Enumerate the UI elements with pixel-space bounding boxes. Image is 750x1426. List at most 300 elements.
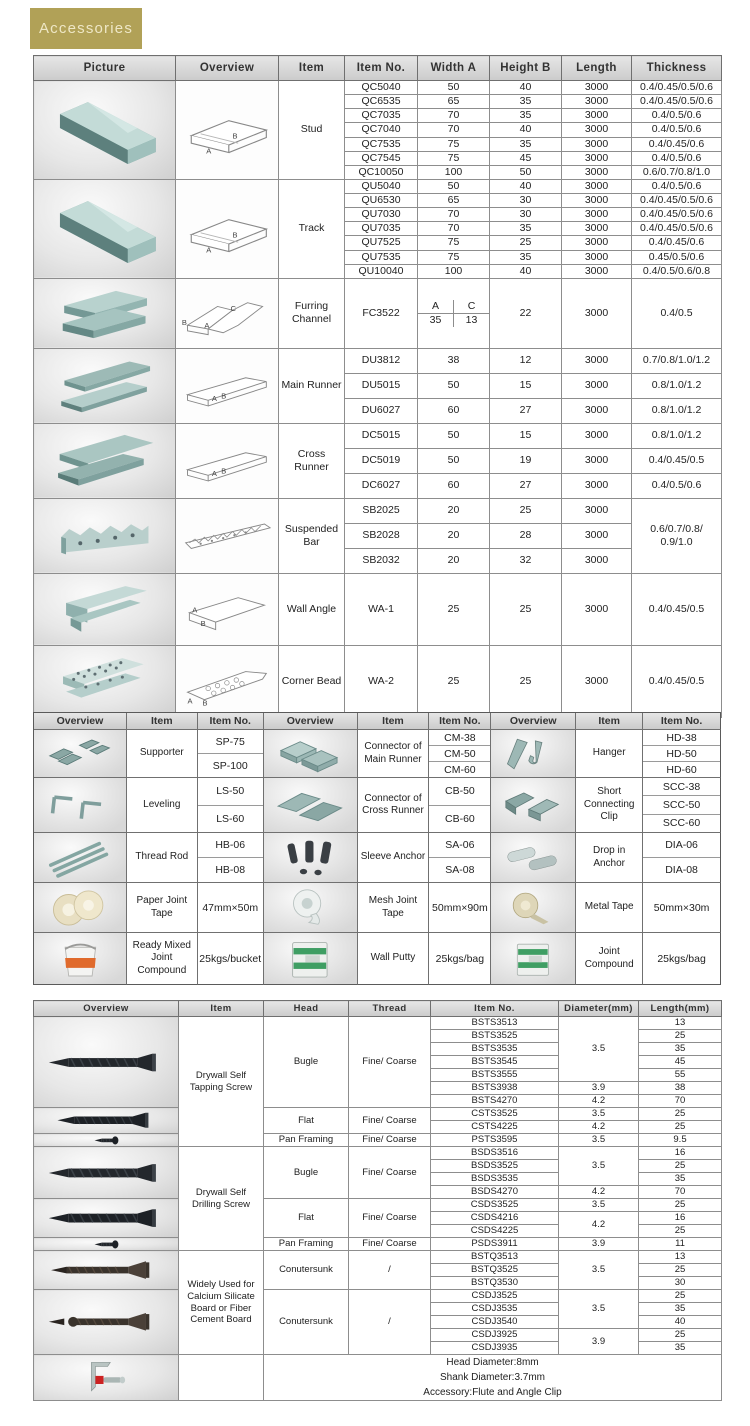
profiles-spec-table bbox=[33, 55, 722, 718]
thickness: 0.4/0.45/0.5/0.6 bbox=[632, 208, 722, 222]
item-no: LS-60 bbox=[216, 812, 245, 825]
thickness: 0.6/0.7/0.8/ 0.9/1.0 bbox=[632, 498, 722, 573]
height-b: 40 bbox=[490, 81, 562, 95]
track-photo bbox=[34, 179, 176, 278]
length: 3000 bbox=[562, 498, 632, 523]
thickness: 0.4/0.5/0.6/0.8 bbox=[632, 264, 722, 278]
length: 9.5 bbox=[639, 1134, 722, 1147]
length: 40 bbox=[639, 1316, 722, 1329]
item-no: 50mm×30m bbox=[653, 901, 710, 914]
svg-text:B: B bbox=[221, 466, 227, 476]
item-name: Stud bbox=[279, 81, 345, 180]
t2-header-cell: Overview bbox=[34, 713, 127, 730]
item-no: DU3812 bbox=[345, 348, 418, 373]
t1-header-cell: Length bbox=[562, 56, 632, 81]
length: 3000 bbox=[562, 348, 632, 373]
item-no: HD-50 bbox=[643, 746, 720, 762]
thickness: 0.45/0.5/0.6 bbox=[632, 250, 722, 264]
main-runner-diagram bbox=[176, 348, 279, 423]
item-name: Connector of Cross Runner bbox=[358, 778, 430, 833]
item-no: BSDS3535 bbox=[431, 1173, 559, 1186]
thread-type: Fine/ Coarse bbox=[349, 1134, 431, 1147]
width-a: 75 bbox=[418, 250, 490, 264]
metal-tape-photo bbox=[491, 883, 576, 933]
item-no: 25kgs/bag bbox=[435, 952, 485, 965]
item-no: BSDS4270 bbox=[431, 1186, 559, 1199]
item-no: DIA-06 bbox=[643, 833, 720, 858]
width-a: 75 bbox=[418, 151, 490, 165]
thread-type: Fine/ Coarse bbox=[349, 1108, 431, 1134]
length: 25 bbox=[639, 1121, 722, 1134]
item-no: PSDS3911 bbox=[431, 1238, 559, 1251]
wall-angle-photo bbox=[34, 573, 176, 645]
width-a: 50 bbox=[418, 448, 490, 473]
t2-header-cell: Overview bbox=[264, 713, 358, 730]
thickness: 0.4/0.5/0.6 bbox=[632, 109, 722, 123]
height-b: 15 bbox=[490, 373, 562, 398]
item-no: QU7030 bbox=[345, 208, 418, 222]
item-no-list bbox=[429, 833, 491, 883]
screws-spec-table bbox=[33, 1000, 722, 1401]
tapping-flat-screw-photo bbox=[34, 1108, 179, 1134]
thickness: 0.4/0.45/0.5 bbox=[632, 573, 722, 645]
length: 3000 bbox=[562, 264, 632, 278]
item-no-list bbox=[643, 833, 721, 883]
countersunk-screw-photo bbox=[34, 1251, 179, 1290]
item-no: CB-60 bbox=[445, 812, 475, 825]
svg-text:A: A bbox=[187, 696, 193, 706]
width-dimension-grid bbox=[418, 278, 490, 348]
item-name: Wall Putty bbox=[358, 933, 430, 985]
item-no: QC7040 bbox=[345, 123, 418, 137]
width-a: 65 bbox=[418, 95, 490, 109]
stud-diagram bbox=[176, 81, 279, 180]
thickness: 0.4/0.5/0.6 bbox=[632, 473, 722, 498]
height-b: 25 bbox=[490, 498, 562, 523]
grid-value: 13 bbox=[454, 313, 490, 327]
connector-main-runner-photo bbox=[264, 730, 358, 778]
item-name: Corner Bead bbox=[279, 645, 345, 717]
footer-note-line: Head Diameter:8mm bbox=[446, 1357, 539, 1368]
item-no: QC10050 bbox=[345, 165, 418, 179]
length: 45 bbox=[639, 1056, 722, 1069]
diameter: 3.5 bbox=[559, 1147, 639, 1186]
furring-mini-grid bbox=[418, 300, 489, 327]
height-b: 27 bbox=[490, 473, 562, 498]
item-name: Suspended Bar bbox=[279, 498, 345, 573]
diameter: 3.5 bbox=[559, 1199, 639, 1212]
length: 25 bbox=[639, 1225, 722, 1238]
item-name: Main Runner bbox=[279, 348, 345, 423]
length: 38 bbox=[639, 1082, 722, 1095]
supporter-photo bbox=[34, 730, 127, 778]
height-b: 40 bbox=[490, 179, 562, 193]
thickness: 0.4/0.45/0.5/0.6 bbox=[632, 222, 722, 236]
length: 3000 bbox=[562, 123, 632, 137]
svg-text:A: A bbox=[192, 605, 198, 615]
height-b: 30 bbox=[490, 208, 562, 222]
t2-header-cell: Item bbox=[358, 713, 430, 730]
item-name: Thread Rod bbox=[127, 833, 198, 883]
item-no: WA-2 bbox=[345, 645, 418, 717]
item-no: SB2032 bbox=[345, 548, 418, 573]
t2-header-cell: Item No. bbox=[643, 713, 721, 730]
item-no: BSTS3938 bbox=[431, 1082, 559, 1095]
svg-text:A: A bbox=[204, 321, 210, 331]
item-name: Mesh Joint Tape bbox=[358, 883, 430, 933]
length: 3000 bbox=[562, 81, 632, 95]
item-no-list bbox=[429, 778, 491, 833]
corner-bead-diagram bbox=[176, 645, 279, 717]
length: 13 bbox=[639, 1017, 722, 1030]
item-no: SA-06 bbox=[429, 833, 490, 858]
width-a: 75 bbox=[418, 236, 490, 250]
svg-text:B: B bbox=[202, 698, 208, 708]
length: 3000 bbox=[562, 222, 632, 236]
item-no: LS-50 bbox=[198, 778, 263, 806]
profiles-table-section bbox=[33, 55, 722, 718]
item-name: Sleeve Anchor bbox=[358, 833, 430, 883]
diameter: 3.9 bbox=[559, 1329, 639, 1355]
length: 3000 bbox=[562, 179, 632, 193]
height-b: 30 bbox=[490, 194, 562, 208]
length: 25 bbox=[639, 1199, 722, 1212]
item-name: Wall Angle bbox=[279, 573, 345, 645]
item-no: QC7035 bbox=[345, 109, 418, 123]
item-no-list bbox=[198, 833, 264, 883]
head-type: Flat bbox=[264, 1199, 349, 1238]
item-no: DU6027 bbox=[345, 398, 418, 423]
thread-type: Fine/ Coarse bbox=[349, 1238, 431, 1251]
item-name: Furring Channel bbox=[279, 278, 345, 348]
head-type: Flat bbox=[264, 1108, 349, 1134]
length: 3000 bbox=[562, 250, 632, 264]
t2-header-cell: Item bbox=[127, 713, 198, 730]
length: 3000 bbox=[562, 423, 632, 448]
length: 3000 bbox=[562, 448, 632, 473]
width-a: 50 bbox=[418, 81, 490, 95]
t1-header-cell: Item bbox=[279, 56, 345, 81]
item-no: SCC-38 bbox=[643, 778, 720, 796]
screws-table-section bbox=[33, 1000, 722, 1401]
item-no: DC5019 bbox=[345, 448, 418, 473]
diameter: 4.2 bbox=[559, 1121, 639, 1134]
t1-header-cell: Item No. bbox=[345, 56, 418, 81]
t1-header-cell: Overview bbox=[176, 56, 279, 81]
width-a: 70 bbox=[418, 109, 490, 123]
length: 3000 bbox=[562, 645, 632, 717]
t3-header-cell: Overview bbox=[34, 1001, 179, 1017]
length: 11 bbox=[639, 1238, 722, 1251]
length: 3000 bbox=[562, 373, 632, 398]
svg-text:A: A bbox=[211, 394, 217, 404]
item-name: Leveling bbox=[127, 778, 198, 833]
cross-runner-photo bbox=[34, 423, 176, 498]
item-no: CSDJ3525 bbox=[431, 1290, 559, 1303]
thickness: 0.4/0.45/0.6 bbox=[632, 137, 722, 151]
t3-header-cell: Head bbox=[264, 1001, 349, 1017]
width-a: 20 bbox=[418, 498, 490, 523]
svg-text:B: B bbox=[221, 391, 227, 401]
length: 35 bbox=[639, 1043, 722, 1056]
length: 25 bbox=[639, 1329, 722, 1342]
length: 25 bbox=[639, 1160, 722, 1173]
svg-text:B: B bbox=[181, 318, 187, 328]
width-a: 20 bbox=[418, 523, 490, 548]
item-no-list bbox=[198, 933, 264, 985]
thickness: 0.4/0.45/0.5/0.6 bbox=[632, 81, 722, 95]
length: 3000 bbox=[562, 236, 632, 250]
diameter: 3.5 bbox=[559, 1134, 639, 1147]
thickness: 0.4/0.5/0.6 bbox=[632, 123, 722, 137]
joint-compound-bag-photo bbox=[491, 933, 576, 985]
item-no: CSDJ3925 bbox=[431, 1329, 559, 1342]
length: 30 bbox=[639, 1277, 722, 1290]
thread-rod-photo bbox=[34, 833, 127, 883]
length: 3000 bbox=[562, 278, 632, 348]
length: 25 bbox=[639, 1030, 722, 1043]
head-type: Pan Framing bbox=[264, 1238, 349, 1251]
t3-header-cell: Diameter(mm) bbox=[559, 1001, 639, 1017]
joint-compound-bucket-photo bbox=[34, 933, 127, 985]
item-no: QU7535 bbox=[345, 250, 418, 264]
item-no: CM-50 bbox=[429, 746, 490, 762]
thread-type: Fine/ Coarse bbox=[349, 1147, 431, 1199]
height-b: 35 bbox=[490, 222, 562, 236]
length: 3000 bbox=[562, 573, 632, 645]
item-no: CSDS3525 bbox=[431, 1199, 559, 1212]
item-no: DC5015 bbox=[345, 423, 418, 448]
item-name: Paper Joint Tape bbox=[127, 883, 198, 933]
height-b: 25 bbox=[490, 236, 562, 250]
item-no: SCC-60 bbox=[662, 817, 701, 830]
item-no: CSDS4216 bbox=[431, 1212, 559, 1225]
thickness: 0.4/0.45/0.5/0.6 bbox=[632, 194, 722, 208]
leveling-photo bbox=[34, 778, 127, 833]
width-a: 70 bbox=[418, 222, 490, 236]
length: 35 bbox=[639, 1342, 722, 1355]
svg-text:C: C bbox=[230, 304, 237, 314]
thickness: 0.4/0.45/0.6 bbox=[632, 236, 722, 250]
length: 3000 bbox=[562, 523, 632, 548]
item-no: BSDS3516 bbox=[431, 1147, 559, 1160]
item-no: CSDJ3935 bbox=[431, 1342, 559, 1355]
width-a: 25 bbox=[418, 645, 490, 717]
item-no: BSTS3545 bbox=[431, 1056, 559, 1069]
svg-text:A: A bbox=[211, 469, 217, 479]
height-b: 35 bbox=[490, 95, 562, 109]
width-a: 75 bbox=[418, 137, 490, 151]
t2-header-cell: Item No. bbox=[198, 713, 264, 730]
item-no: QU6530 bbox=[345, 194, 418, 208]
height-b: 27 bbox=[490, 398, 562, 423]
connector-cross-runner-photo bbox=[264, 778, 358, 833]
width-a: 50 bbox=[418, 373, 490, 398]
item-no: CSDS4225 bbox=[431, 1225, 559, 1238]
length: 25 bbox=[639, 1264, 722, 1277]
suspended-bar-photo bbox=[34, 498, 176, 573]
furring-channel-photo bbox=[34, 278, 176, 348]
height-b: 35 bbox=[490, 137, 562, 151]
item-name: Cross Runner bbox=[279, 423, 345, 498]
fittings-spec-table bbox=[33, 712, 721, 985]
cross-runner-diagram bbox=[176, 423, 279, 498]
drilling-pan-screw-photo bbox=[34, 1238, 179, 1251]
diameter: 3.5 bbox=[559, 1017, 639, 1082]
item-no: BSTQ3530 bbox=[431, 1277, 559, 1290]
thickness: 0.6/0.7/0.8/1.0 bbox=[632, 165, 722, 179]
item-no: 50mm×90m bbox=[432, 901, 488, 914]
item-no: BSTS3525 bbox=[431, 1030, 559, 1043]
wall-putty-photo bbox=[264, 933, 358, 985]
width-a: 70 bbox=[418, 208, 490, 222]
length: 35 bbox=[639, 1173, 722, 1186]
length: 3000 bbox=[562, 165, 632, 179]
item-no: CSDJ3535 bbox=[431, 1303, 559, 1316]
item-no-list bbox=[643, 933, 721, 985]
corner-bead-photo bbox=[34, 645, 176, 717]
item-no: CM-60 bbox=[444, 763, 476, 776]
length: 35 bbox=[639, 1303, 722, 1316]
grid-value: 35 bbox=[418, 313, 454, 327]
t3-header-cell: Item No. bbox=[431, 1001, 559, 1017]
width-a: 65 bbox=[418, 194, 490, 208]
height-b: 25 bbox=[490, 645, 562, 717]
item-no: BSTS3555 bbox=[431, 1069, 559, 1082]
thread-type: Fine/ Coarse bbox=[349, 1199, 431, 1238]
item-no: QU5040 bbox=[345, 179, 418, 193]
width-a: 50 bbox=[418, 423, 490, 448]
item-no: FC3522 bbox=[345, 278, 418, 348]
thickness: 0.4/0.45/0.5/0.6 bbox=[632, 95, 722, 109]
diameter: 3.9 bbox=[559, 1238, 639, 1251]
diameter: 4.2 bbox=[559, 1095, 639, 1108]
t2-header-cell: Item No. bbox=[429, 713, 491, 730]
length: 3000 bbox=[562, 95, 632, 109]
item-name: Metal Tape bbox=[576, 883, 643, 933]
item-no: WA-1 bbox=[345, 573, 418, 645]
length: 25 bbox=[639, 1108, 722, 1121]
hanger-photo bbox=[491, 730, 576, 778]
thread-type: / bbox=[349, 1290, 431, 1355]
item-no-list bbox=[198, 883, 264, 933]
footer-note bbox=[264, 1355, 722, 1401]
mesh-joint-tape-photo bbox=[264, 883, 358, 933]
length: 70 bbox=[639, 1095, 722, 1108]
item-no: PSTS3595 bbox=[431, 1134, 559, 1147]
tapping-pan-screw-photo bbox=[34, 1134, 179, 1147]
item-name: Drop in Anchor bbox=[576, 833, 643, 883]
item-no: CSTS3525 bbox=[431, 1108, 559, 1121]
furring-channel-diagram bbox=[176, 278, 279, 348]
thickness: 0.8/1.0/1.2 bbox=[632, 423, 722, 448]
item-name: Track bbox=[279, 179, 345, 278]
item-name: Joint Compound bbox=[576, 933, 643, 985]
item-no: QC7545 bbox=[345, 151, 418, 165]
head-type: Conutersunk bbox=[264, 1290, 349, 1355]
footer-note-line: Accessory:Flute and Angle Clip bbox=[423, 1387, 562, 1398]
item-name: Supporter bbox=[127, 730, 198, 778]
item-no: BSTS3535 bbox=[431, 1043, 559, 1056]
diameter: 3.5 bbox=[559, 1108, 639, 1121]
length: 3000 bbox=[562, 398, 632, 423]
item-name: Drywall Self Drilling Screw bbox=[179, 1147, 264, 1251]
height-b: 35 bbox=[490, 109, 562, 123]
accessories-badge: Accessories bbox=[30, 8, 142, 49]
item-no: BSTQ3525 bbox=[431, 1264, 559, 1277]
length: 25 bbox=[639, 1290, 722, 1303]
item-no: BSTQ3513 bbox=[431, 1251, 559, 1264]
length: 16 bbox=[639, 1212, 722, 1225]
item-no: SB2028 bbox=[345, 523, 418, 548]
item-no: 25kgs/bucket bbox=[199, 952, 262, 965]
item-no-list bbox=[429, 883, 491, 933]
diameter: 4.2 bbox=[559, 1186, 639, 1199]
height-b: 28 bbox=[490, 523, 562, 548]
thickness: 0.8/1.0/1.2 bbox=[632, 373, 722, 398]
item-no: CM-38 bbox=[429, 730, 490, 746]
width-a: 100 bbox=[418, 264, 490, 278]
t2-header-cell: Item bbox=[576, 713, 643, 730]
head-type: Conutersunk bbox=[264, 1251, 349, 1290]
length: 3000 bbox=[562, 548, 632, 573]
width-a: 38 bbox=[418, 348, 490, 373]
t2-header-cell: Overview bbox=[491, 713, 576, 730]
diameter: 4.2 bbox=[559, 1212, 639, 1238]
svg-text:B: B bbox=[232, 131, 238, 141]
height-b: 22 bbox=[490, 278, 562, 348]
item-no: QU10040 bbox=[345, 264, 418, 278]
empty-item-cell bbox=[179, 1355, 264, 1401]
item-no: CSDJ3540 bbox=[431, 1316, 559, 1329]
drilling-flat-screw-photo bbox=[34, 1199, 179, 1238]
item-no: BSTS4270 bbox=[431, 1095, 559, 1108]
width-a: 25 bbox=[418, 573, 490, 645]
sleeve-anchor-photo bbox=[264, 833, 358, 883]
item-no-list bbox=[643, 730, 721, 778]
height-b: 40 bbox=[490, 264, 562, 278]
height-b: 12 bbox=[490, 348, 562, 373]
item-no: QC5040 bbox=[345, 81, 418, 95]
length: 3000 bbox=[562, 194, 632, 208]
diameter: 3.9 bbox=[559, 1082, 639, 1095]
svg-text:B: B bbox=[232, 230, 238, 240]
footer-note-line: Shank Diameter:3.7mm bbox=[439, 1372, 546, 1383]
item-no-list bbox=[198, 778, 264, 833]
length: 16 bbox=[639, 1147, 722, 1160]
length: 3000 bbox=[562, 109, 632, 123]
length: 3000 bbox=[562, 208, 632, 222]
item-name: Widely Used for Calcium Silicate Board or Fiber Cement Board bbox=[179, 1251, 264, 1355]
item-name: Connector of Main Runner bbox=[358, 730, 430, 778]
item-no: QU7035 bbox=[345, 222, 418, 236]
item-no: 47mm×50m bbox=[202, 901, 259, 914]
grid-label: A bbox=[418, 300, 454, 314]
height-b: 15 bbox=[490, 423, 562, 448]
track-diagram bbox=[176, 179, 279, 278]
item-no-list bbox=[643, 778, 721, 833]
item-no-list bbox=[643, 883, 721, 933]
diameter: 3.5 bbox=[559, 1290, 639, 1329]
item-no: DIA-08 bbox=[665, 864, 698, 876]
t1-header-cell: Thickness bbox=[632, 56, 722, 81]
thickness: 0.4/0.5 bbox=[632, 278, 722, 348]
height-b: 50 bbox=[490, 165, 562, 179]
item-no: HB-08 bbox=[215, 864, 246, 876]
item-no: CSTS4225 bbox=[431, 1121, 559, 1134]
width-a: 20 bbox=[418, 548, 490, 573]
svg-text:B: B bbox=[200, 619, 206, 629]
